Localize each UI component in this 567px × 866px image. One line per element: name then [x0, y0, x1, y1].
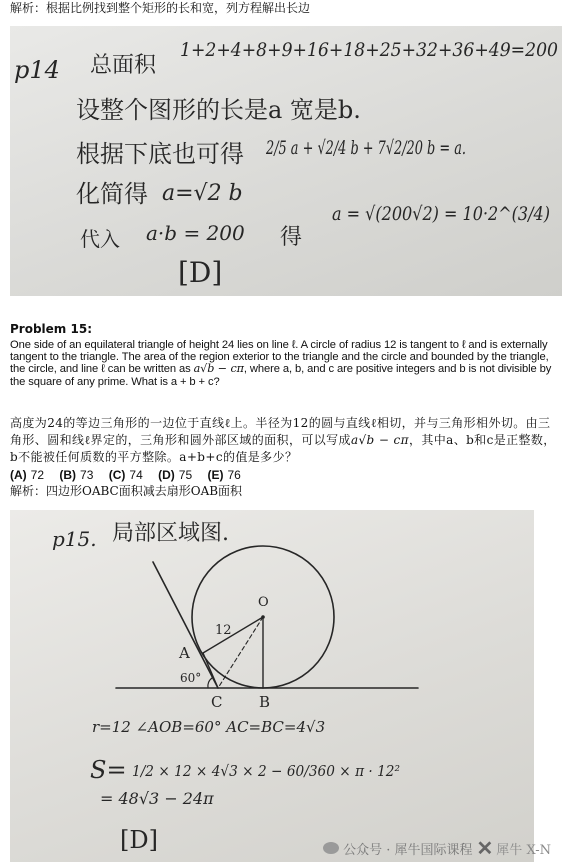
- triangle-side: [153, 562, 218, 688]
- handwritten-note-photo-2: [10, 510, 534, 862]
- label-a: A: [179, 644, 190, 662]
- note1-page-label: p14: [14, 56, 60, 84]
- note2-page-label: p15.: [52, 527, 97, 551]
- watermark-account: 公众号 · 犀牛国际课程: [343, 842, 473, 858]
- choice-a: (A) 72: [10, 468, 45, 482]
- handwriting-canvas-1: [10, 26, 562, 296]
- note1-line5-label: 代入: [80, 227, 120, 251]
- note1-line2: 设整个图形的长是a 宽是b.: [76, 96, 361, 124]
- note2-answer: [D]: [120, 826, 158, 854]
- label-12: 12: [215, 623, 232, 638]
- problem-statement-chinese: 高度为24的等边三角形的一边位于直线ℓ上。半径为12的圆与直线ℓ相切，并与三角形相外切。由三角形、圆和线ℓ界定的，三角形和圆外部区域的面积，可以写成a√b − cπ，其中a、b和c是正整数，b不能被任何质数的平方整除。a+b+c的值是多少？: [10, 416, 556, 464]
- answer-choices: [10, 468, 253, 482]
- note2-given-line: r=12 ∠AOB=60° AC=BC=4√3: [92, 718, 326, 736]
- choice-c: (C) 74: [108, 468, 143, 482]
- note1-line1-label: 总面积: [90, 53, 157, 78]
- watermark-brand: 犀牛 X-N: [496, 842, 551, 858]
- radius-oa: [203, 617, 263, 653]
- note1-line5-mid: 得: [280, 225, 303, 250]
- analysis-caption: 解析：四边形OABC面积减去扇形OAB面积: [10, 484, 243, 498]
- note1-line1-expr: 1+2+4+8+9+16+18+25+32+36+49=200: [180, 39, 558, 61]
- note1-line3-expr: 2/5 a + √2/4 b + 7√2/20 b = a.: [265, 137, 466, 159]
- note2-s-expr: 1/2 × 12 × 4√3 × 2 − 60/360 × π · 12²: [132, 762, 400, 780]
- top-caption: 解析：根据比例找到整个矩形的长和宽，列方程解出长边: [10, 1, 311, 15]
- choice-e: (E) 76: [207, 468, 241, 482]
- note1-line3-label: 根据下底也可得: [76, 140, 244, 168]
- note1-line5-expr1: a·b = 200: [146, 221, 245, 245]
- label-c: C: [211, 693, 223, 711]
- note2-s-label: S=: [90, 756, 127, 784]
- problem-statement-english: One side of an equilateral triangle of height 24 lies on line ℓ. A circle of radius 12 is tangent to ℓ and is externally tangent to the triangle. The area of the region exterior to the triangle and the circle and bounded by the triangle, the circle, and line ℓ can be written as a√b − cπ, where a, b, and c are positive integers and b is not divisible by the square of any prime. What is a + b + c?: [10, 339, 552, 388]
- problem-title: Problem 15:: [10, 322, 92, 336]
- choice-b: (B) 73: [59, 468, 94, 482]
- center-point: [261, 615, 265, 619]
- angle-arc: [208, 678, 212, 688]
- brand-logo-icon: ✕: [476, 836, 493, 860]
- note1-line5-expr2: a = √(200√2) = 10·2^(3/4): [332, 203, 550, 225]
- problem-expr-english: a√b − cπ: [193, 362, 244, 376]
- note2-heading: 局部区域图.: [112, 521, 229, 546]
- label-angle: 60°: [180, 671, 202, 685]
- handwriting-canvas-2: [10, 510, 534, 862]
- watermark: [323, 836, 551, 860]
- problem-expr-chinese: a√b − cπ: [350, 433, 409, 447]
- note1-line4-expr: a=√2 b: [162, 181, 243, 206]
- note1-line4-label: 化简得: [76, 180, 148, 208]
- label-o: O: [258, 595, 269, 610]
- choice-d: (D) 75: [158, 468, 193, 482]
- geometry-diagram: [116, 546, 418, 688]
- handwritten-note-photo-1: [10, 26, 562, 296]
- note1-answer: [D]: [178, 256, 223, 289]
- wechat-icon: [323, 842, 339, 854]
- note2-result: = 48√3 − 24π: [100, 789, 214, 808]
- label-b: B: [259, 693, 271, 711]
